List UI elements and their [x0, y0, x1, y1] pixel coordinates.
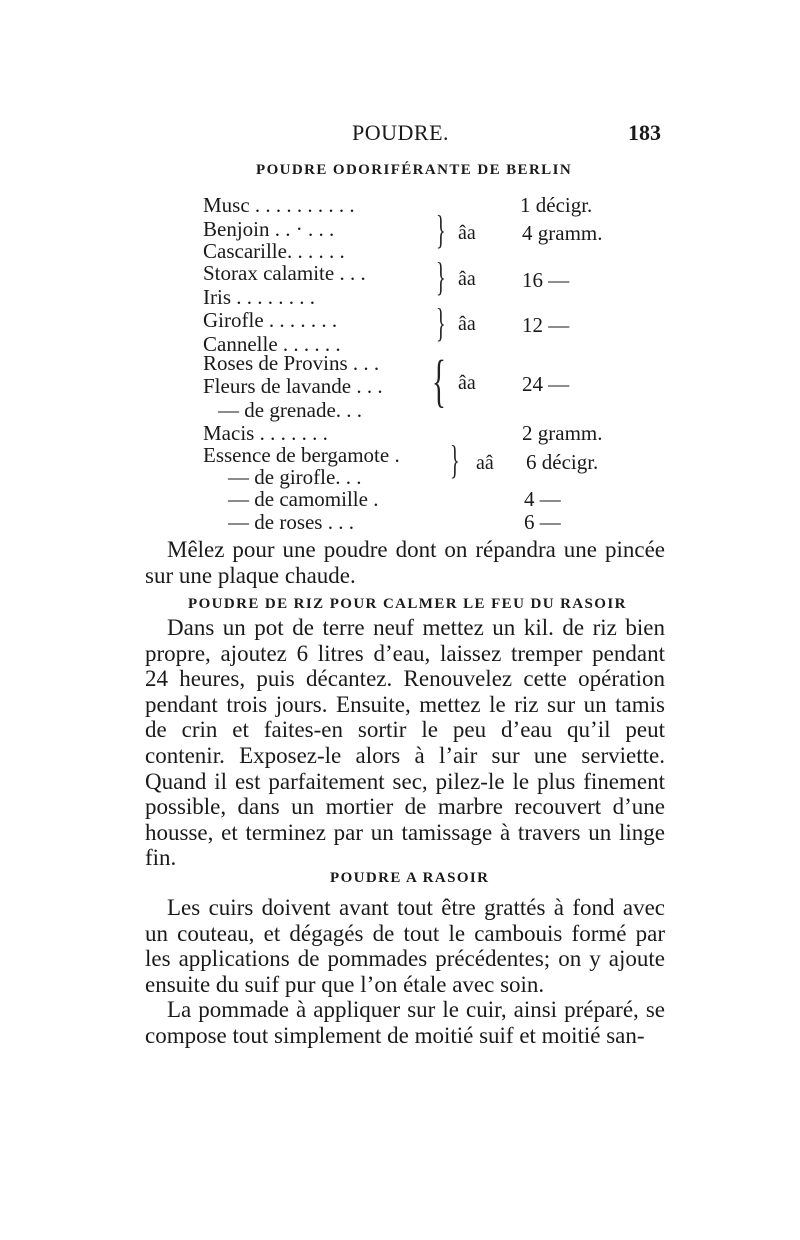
recipe-row — [0, 307, 800, 333]
ingredient-name: Storax calamite . . . — [203, 261, 366, 285]
group-quantity: 16 — — [522, 268, 570, 292]
section-heading-berlin: POUDRE ODORIFÉRANTE DE BERLIN — [256, 162, 573, 178]
paragraph-berlin-instructions: Mêlez pour une poudre dont on répandra une pincée sur une plaque chaude. — [145, 537, 665, 588]
section-heading-riz: POUDRE DE RIZ POUR CALMER LE FEU DU RASOIR — [188, 596, 627, 612]
group-quantity: 24 — — [522, 372, 570, 396]
page-number: 183 — [628, 120, 661, 145]
ingredient-name: — de roses . . . — [228, 510, 354, 534]
ingredient-name: — de girofle. . . — [228, 465, 362, 489]
grouping-brace: } — [450, 437, 460, 482]
running-head-title: POUDRE. — [352, 120, 450, 145]
paragraph-riz: Dans un pot de terre neuf mettez un kil. de riz bien propre, ajoutez 6 litres d’eau, laissez tremper pendant 24 heures, puis décantez. Renouvelez cette opération pendant trois jours. Ensuite, mettez le riz sur un tamis de crin et faites-en sortir le peu d’eau qu’il peut contenir. Exposez-le alors à l’air sur une serviette. Quand il est parfaitement sec, pilez-le le plus finement possible, dans un mortier de marbre recouvert d’une housse, et terminez par un tamissage à travers un linge fin. — [145, 615, 665, 871]
ana-mark: aâ — [476, 452, 494, 474]
paragraph-rasoir — [145, 895, 665, 1049]
ingredient-name: Iris . . . . . . . . — [203, 285, 315, 309]
ingredient-name: Roses de Provins . . . — [203, 351, 380, 375]
group-quantity: 6 décigr. — [526, 450, 599, 474]
ingredient-name: Girofle . . . . . . . — [203, 308, 338, 332]
ingredient-name: Musc . . . . . . . . . . — [203, 193, 355, 217]
section-heading-rasoir: POUDRE A RASOIR — [330, 870, 490, 886]
ingredient-name: Cannelle . . . . . . — [203, 332, 341, 356]
ingredient-name: Macis . . . . . . . — [203, 421, 328, 445]
grouping-brace: } — [436, 300, 446, 345]
recipe-row — [0, 192, 800, 218]
ingredient-name: — de grenade. . . — [218, 398, 363, 422]
recipe-row — [0, 373, 800, 399]
grouping-brace: } — [436, 254, 446, 299]
recipe-row — [0, 509, 800, 535]
ingredient-name: Cascarille. . . . . . — [203, 239, 345, 263]
ingredient-name: Benjoin . . · . . . — [203, 217, 335, 241]
ana-mark: âa — [458, 268, 476, 290]
ingredient-quantity: 2 gramm. — [522, 421, 603, 445]
grouping-brace: } — [436, 207, 446, 252]
ana-mark: âa — [458, 313, 476, 335]
ingredient-name: — de camomille . — [228, 487, 379, 511]
ana-mark: âa — [458, 372, 476, 394]
ana-mark: âa — [458, 222, 476, 244]
grouping-brace: { — [432, 348, 446, 413]
paragraph-rasoir-2: La pommade à appliquer sur le cuir, ainsi préparé, se compose tout simplement de moitié suif et moitié san- — [145, 997, 665, 1048]
recipe-row — [0, 260, 800, 286]
ingredient-quantity: 6 — — [524, 510, 561, 534]
group-quantity: 12 — — [522, 313, 570, 337]
running-head — [0, 120, 800, 150]
ingredient-name: Essence de bergamote . — [203, 443, 400, 467]
ingredient-quantity: 4 — — [524, 487, 561, 511]
ingredient-name: Fleurs de lavande . . . — [203, 374, 383, 398]
ingredient-quantity: 1 décigr. — [520, 193, 593, 217]
paragraph-rasoir-1: Les cuirs doivent avant tout être grattés à fond avec un couteau, et dégagés de tout le cambouis formé par les applications de pommades précédentes; on y ajoute ensuite du suif pur que l’on étale avec soin. — [145, 895, 665, 997]
group-quantity: 4 gramm. — [522, 221, 603, 245]
